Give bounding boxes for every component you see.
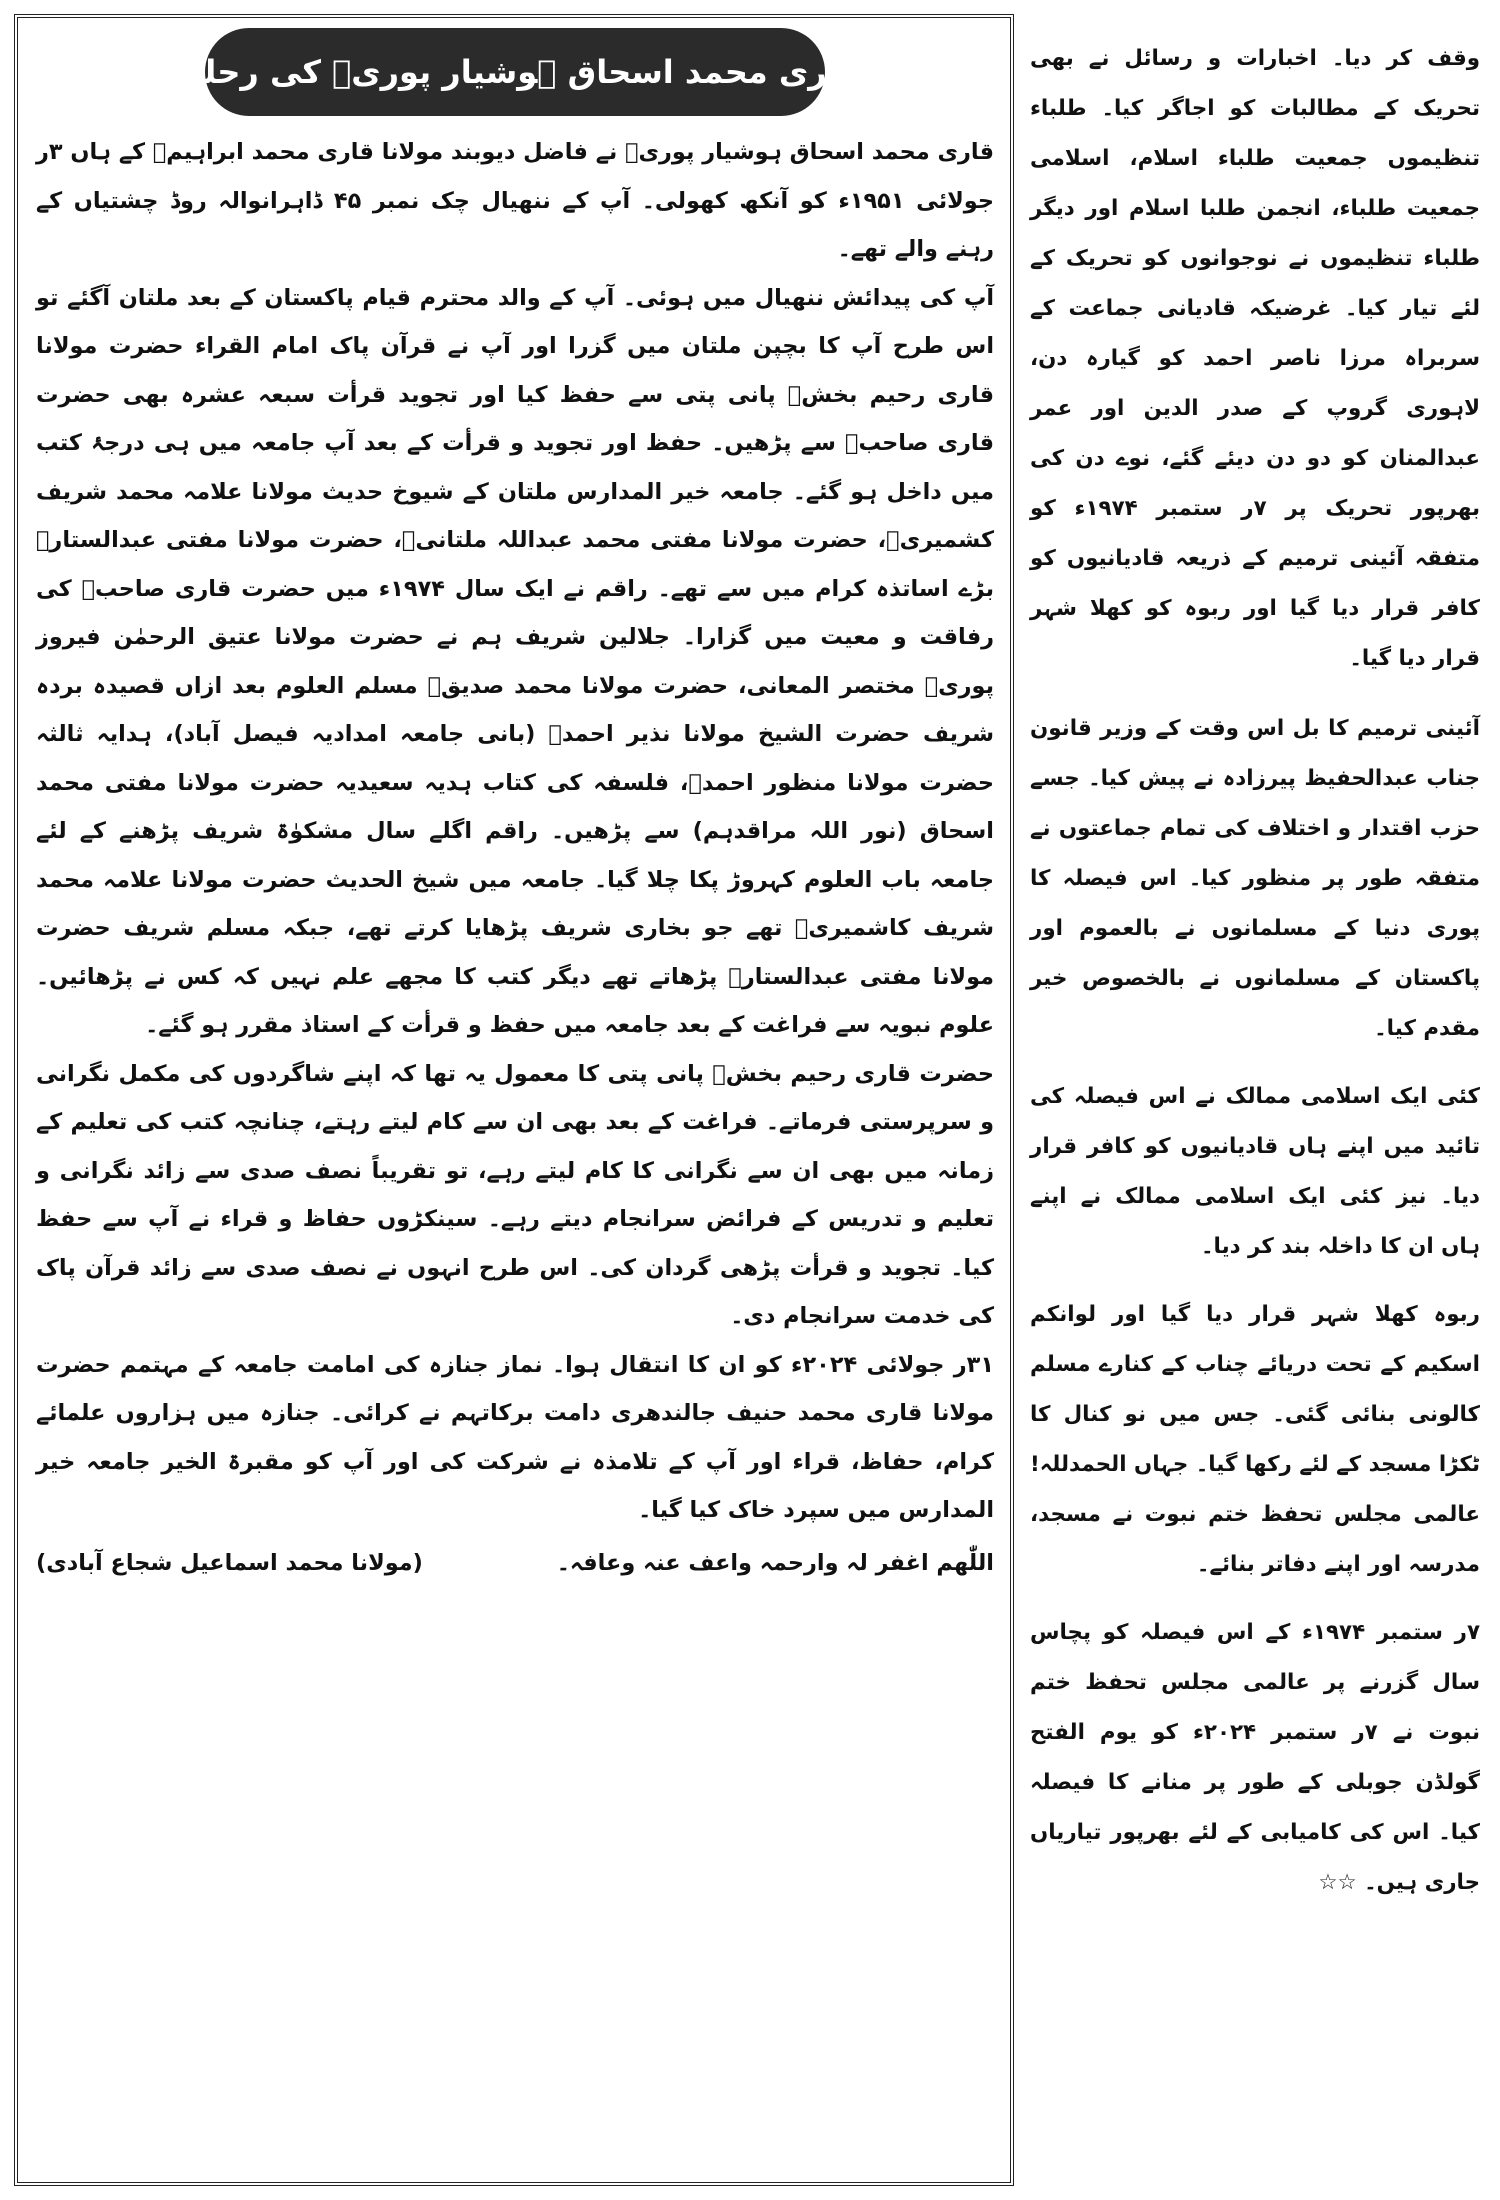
author-name: (مولانا محمد اسماعیل شجاع آبادی)	[36, 1549, 423, 1576]
sidebar-paragraph: ربوہ کھلا شہر قرار دیا گیا اور لوانکم اسکیم کے تحت دریائے چناب کے کنارے مسلم کالونی بنائی گئی۔ جس میں نو کنال کا ٹکڑا مسجد کے لئے رکھا گیا۔ جہاں الحمدللہ! عالمی مجلس تحفظ ختم نبوت نے مسجد، مدرسہ اور اپنے دفاتر بنائے۔	[1030, 1302, 1480, 1577]
article-paragraph: ۳۱ر جولائی ۲۰۲۴ء کو ان کا انتقال ہوا۔ نماز جنازہ کی امامت جامعہ کے مہتمم حضرت مولانا قاری محمد حنیف جالندھری دامت برکاتہم نے کرائی۔ جنازہ میں ہزاروں علمائے کرام، حفاظ، قراء اور آپ کے تلامذہ نے شرکت کی اور آپ کو مقبرۃ الخیر جامعہ خیر المدارس میں سپرد خاک کیا گیا۔	[36, 1351, 994, 1523]
star-end-mark-icon: ☆☆	[1318, 1870, 1357, 1895]
article-paragraph: آپ کی پیدائش ننھیال میں ہوئی۔ آپ کے والد محترم قیام پاکستان کے بعد ملتان آگئے تو اس طرح آپ کا بچپن ملتان میں گزرا اور آپ نے قرآن پاک امام القراء حضرت مولانا قاری رحیم بخشؒ پانی پتی سے حفظ کیا اور تجوید قرأت سبعہ عشرہ بھی حضرت قاری صاحبؒ سے پڑھیں۔ حفظ اور تجوید و قرأت کے بعد آپ جامعہ میں ہی درجۂ کتب میں داخل ہو گئے۔ جامعہ خیر المدارس ملتان کے شیوخ حدیث مولانا علامہ محمد شریف کشمیریؒ، حضرت مولانا مفتی محمد عبداللہ ملتانیؒ، حضرت مولانا مفتی عبدالستارؒ بڑے اساتذہ کرام میں سے تھے۔ راقم نے ایک سال ۱۹۷۴ء میں حضرت قاری صاحبؒ کی رفاقت و معیت میں گزارا۔ جلالین شریف ہم نے حضرت مولانا عتیق الرحمٰن فیروز پوریؒ مختصر المعانی، حضرت مولانا محمد صدیقؒ مسلم العلوم بعد ازاں قصیدہ بردہ شریف حضرت الشیخ مولانا نذیر احمدؒ (بانی جامعہ امدادیہ فیصل آباد)، ہدایہ ثالثہ حضرت مولانا منظور احمدؒ، فلسفہ کی کتاب ہدیہ سعیدیہ حضرت مولانا مفتی محمد اسحاق (نور اللہ مراقدہم) سے پڑھیں۔ راقم اگلے سال مشکوٰۃ شریف پڑھنے کے لئے جامعہ باب العلوم کہروڑ پکا چلا گیا۔ جامعہ میں شیخ الحدیث حضرت مولانا علامہ محمد شریف کاشمیریؒ تھے جو بخاری شریف پڑھایا کرتے تھے، جبکہ مسلم شریف حضرت مولانا مفتی عبدالستارؒ پڑھاتے تھے دیگر کتب کا مجھے علم نہیں کہ کس نے پڑھائیں۔ علوم نبویہ سے فراغت کے بعد جامعہ میں حفظ و قرأت کے استاذ مقرر ہو گئے۔	[36, 284, 994, 1038]
article-signature	[36, 1539, 994, 1588]
article-title: قاری محمد اسحاق ہوشیار پوریؒ کی رحلت	[170, 53, 860, 91]
sidebar-paragraph: آئینی ترمیم کا بل اس وقت کے وزیر قانون جناب عبدالحفیظ پیرزادہ نے پیش کیا۔ جسے حزب اقتدار و اختلاف کی تمام جماعتوں نے متفقہ طور پر منظور کیا۔ اس فیصلہ کا پوری دنیا کے مسلمانوں نے بالعموم اور پاکستان کے مسلمانوں نے بالخصوص خیر مقدم کیا۔	[1030, 716, 1480, 1041]
article-paragraph: حضرت قاری رحیم بخشؒ پانی پتی کا معمول یہ تھا کہ اپنے شاگردوں کی مکمل نگرانی و سرپرستی فرماتے۔ فراغت کے بعد بھی ان سے کام لیتے رہتے، چنانچہ کتب کی تعلیم کے زمانہ میں بھی ان سے نگرانی کا کام لیتے رہے، تو تقریباً نصف صدی سے زائد نگرانی و تعلیم و تدریس کے فرائض سرانجام دیتے رہے۔ سینکڑوں حفاظ و قراء نے آپ سے حفظ کیا۔ تجوید و قرأت پڑھی گردان کی۔ اس طرح انہوں نے نصف صدی سے زائد قرآن پاک کی خدمت سرانجام دی۔	[36, 1060, 994, 1329]
sidebar-paragraph-last	[1030, 1608, 1480, 1908]
article-body	[36, 128, 994, 1535]
article-paragraph: قاری محمد اسحاق ہوشیار پوریؒ نے فاضل دیوبند مولانا قاری محمد ابراہیمؒ کے ہاں ۳ر جولائی ۱۹۵۱ء کو آنکھ کھولی۔ آپ کے ننھیال چک نمبر ۴۵ ڈاہرانوالہ روڈ چشتیاں کے رہنے والے تھے۔	[36, 139, 994, 262]
sidebar-paragraph: کئی ایک اسلامی ممالک نے اس فیصلہ کی تائید میں اپنے ہاں قادیانیوں کو کافر قرار دیا۔ نیز کئی ایک اسلامی ممالک نے اپنے ہاں ان کا داخلہ بند کر دیا۔	[1030, 1084, 1480, 1259]
article-frame	[14, 14, 1014, 2186]
sidebar-last-text: ۷ر ستمبر ۱۹۷۴ء کے اس فیصلہ کو پچاس سال گزرنے پر عالمی مجلس تحفظ ختم نبوت نے ۷ر ستمبر ۲۰۲۴ء کو یوم الفتح گولڈن جوبلی کے طور پر منانے کا فیصلہ کیا۔ اس کی کامیابی کے لئے بھرپور تیاریاں جاری ہیں۔	[1030, 1620, 1480, 1895]
closing-prayer: اللّٰھم اغفر لہ وارحمہ واعف عنہ وعافہ۔	[556, 1549, 994, 1576]
sidebar-paragraph: وقف کر دیا۔ اخبارات و رسائل نے بھی تحریک کے مطالبات کو اجاگر کیا۔ طلباء تنظیموں جمعیت طلباء اسلام، اسلامی جمعیت طلباء، انجمن طلبا اسلام اور دیگر طلباء تنظیموں نے نوجوانوں کو تحریک کے لئے تیار کیا۔ غرضیکہ قادیانی جماعت کے سربراہ مرزا ناصر احمد کو گیارہ دن، لاہوری گروپ کے صدر الدین اور عمر عبدالمنان کو دو دن دیئے گئے، نوے دن کی بھرپور تحریک پر ۷ر ستمبر ۱۹۷۴ء کو متفقہ آئینی ترمیم کے ذریعہ قادیانیوں کو کافر قرار دیا گیا اور ربوہ کو کھلا شہر قرار دیا گیا۔	[1030, 46, 1481, 671]
article-title-banner	[170, 28, 860, 116]
sidebar-column	[1030, 34, 1480, 2174]
